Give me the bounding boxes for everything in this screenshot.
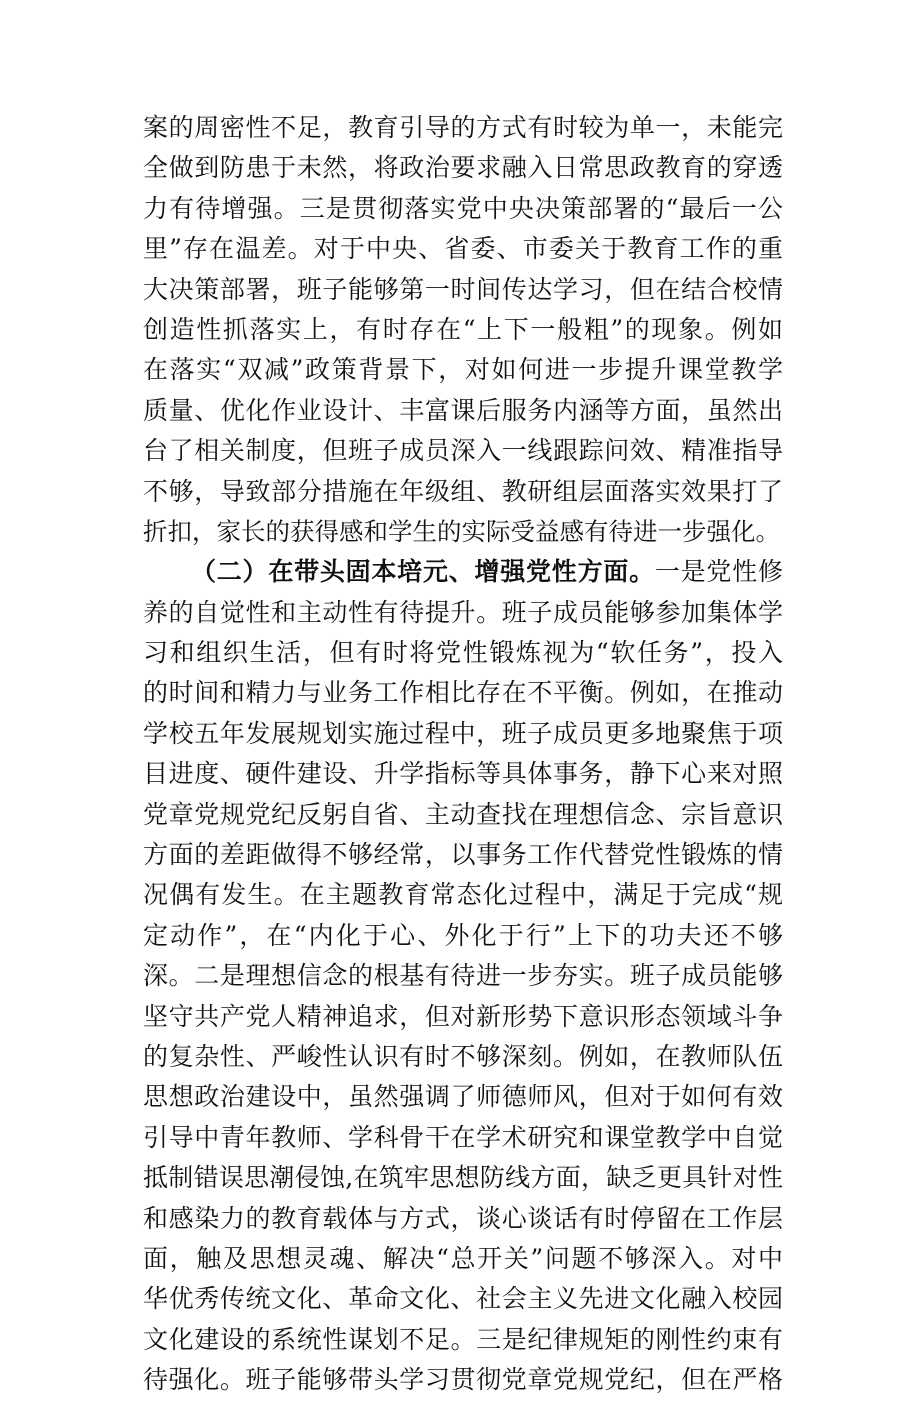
text-line: 的时间和精力与业务工作相比存在不平衡。例如，在推动 [143, 678, 783, 708]
text-line: 华优秀传统文化、革命文化、社会主义先进文化融入校园 [143, 1284, 783, 1314]
text-line: 文化建设的系统性谋划不足。三是纪律规矩的刚性约束有 [143, 1324, 783, 1354]
text-line: 全做到防患于未然，将政治要求融入日常思政教育的穿透 [143, 153, 783, 183]
text-line: 创造性抓落实上，有时存在“上下一般粗”的现象。例如 [143, 314, 783, 344]
text-line: 不够，导致部分措施在年级组、教研组层面落实效果打了 [143, 476, 783, 506]
text-line: 坚守共产党人精神追求，但对新形势下意识形态领域斗争 [143, 1001, 783, 1031]
text-line: 待强化。班子能够带头学习贯彻党章党规党纪，但在严格 [143, 1365, 783, 1395]
text-line: 习和组织生活，但有时将党性锻炼视为“软任务”，投入 [143, 638, 783, 668]
text-line: 力有待增强。三是贯彻落实党中央决策部署的“最后一公 [143, 193, 783, 223]
text-line: 学校五年发展规划实施过程中，班子成员更多地聚焦于项 [143, 718, 783, 748]
text-line: 养的自觉性和主动性有待提升。班子成员能够参加集体学 [143, 597, 783, 627]
text-line: 况偶有发生。在主题教育常态化过程中，满足于完成“规 [143, 880, 783, 910]
text-line: 案的周密性不足，教育引导的方式有时较为单一，未能完 [143, 113, 783, 142]
text-line: 方面的差距做得不够经常，以事务工作代替党性锻炼的情 [143, 840, 783, 870]
paragraph-end-line: 折扣，家长的获得感和学生的实际受益感有待进一步强化。 [143, 516, 780, 546]
text-line: 引导中青年教师、学科骨干在学术研究和课堂教学中自觉 [143, 1122, 783, 1152]
text-line: 里”存在温差。对于中央、省委、市委关于教育工作的重 [143, 234, 783, 264]
text-line: 深。二是理想信念的根基有待进一步夯实。班子成员能够 [143, 961, 783, 991]
section-heading: （二）在带头固本培元、增强党性方面。 [191, 557, 655, 587]
section-heading-continuation: 一是党性修 [654, 557, 783, 587]
text-line: 大决策部署，班子能够第一时间传达学习，但在结合校情 [143, 274, 783, 304]
text-line: 目进度、硬件建设、升学指标等具体事务，静下心来对照 [143, 759, 783, 789]
text-line: 质量、优化作业设计、丰富课后服务内涵等方面，虽然出 [143, 395, 783, 425]
section-heading-line [143, 552, 783, 592]
text-line: 的复杂性、严峻性认识有时不够深刻。例如，在教师队伍 [143, 1041, 783, 1071]
text-line: 和感染力的教育载体与方式，谈心谈话有时停留在工作层 [143, 1203, 783, 1233]
text-line: 面，触及思想灵魂、解决“总开关”问题不够深入。对中 [143, 1243, 783, 1273]
text-line: 党章党规党纪反躬自省、主动查找在理想信念、宗旨意识 [143, 799, 783, 829]
text-line: 台了相关制度，但班子成员深入一线跟踪问效、精准指导 [143, 436, 783, 466]
body-text [143, 108, 783, 1401]
text-line: 定动作”，在“内化于心、外化于行”上下的功夫还不够 [143, 920, 783, 950]
text-line: 在落实“双减”政策背景下，对如何进一步提升课堂教学 [143, 355, 783, 385]
text-line: 抵制错误思潮侵蚀,在筑牢思想防线方面，缺乏更具针对性 [143, 1163, 783, 1193]
text-line: 思想政治建设中，虽然强调了师德师风，但对于如何有效 [143, 1082, 783, 1112]
